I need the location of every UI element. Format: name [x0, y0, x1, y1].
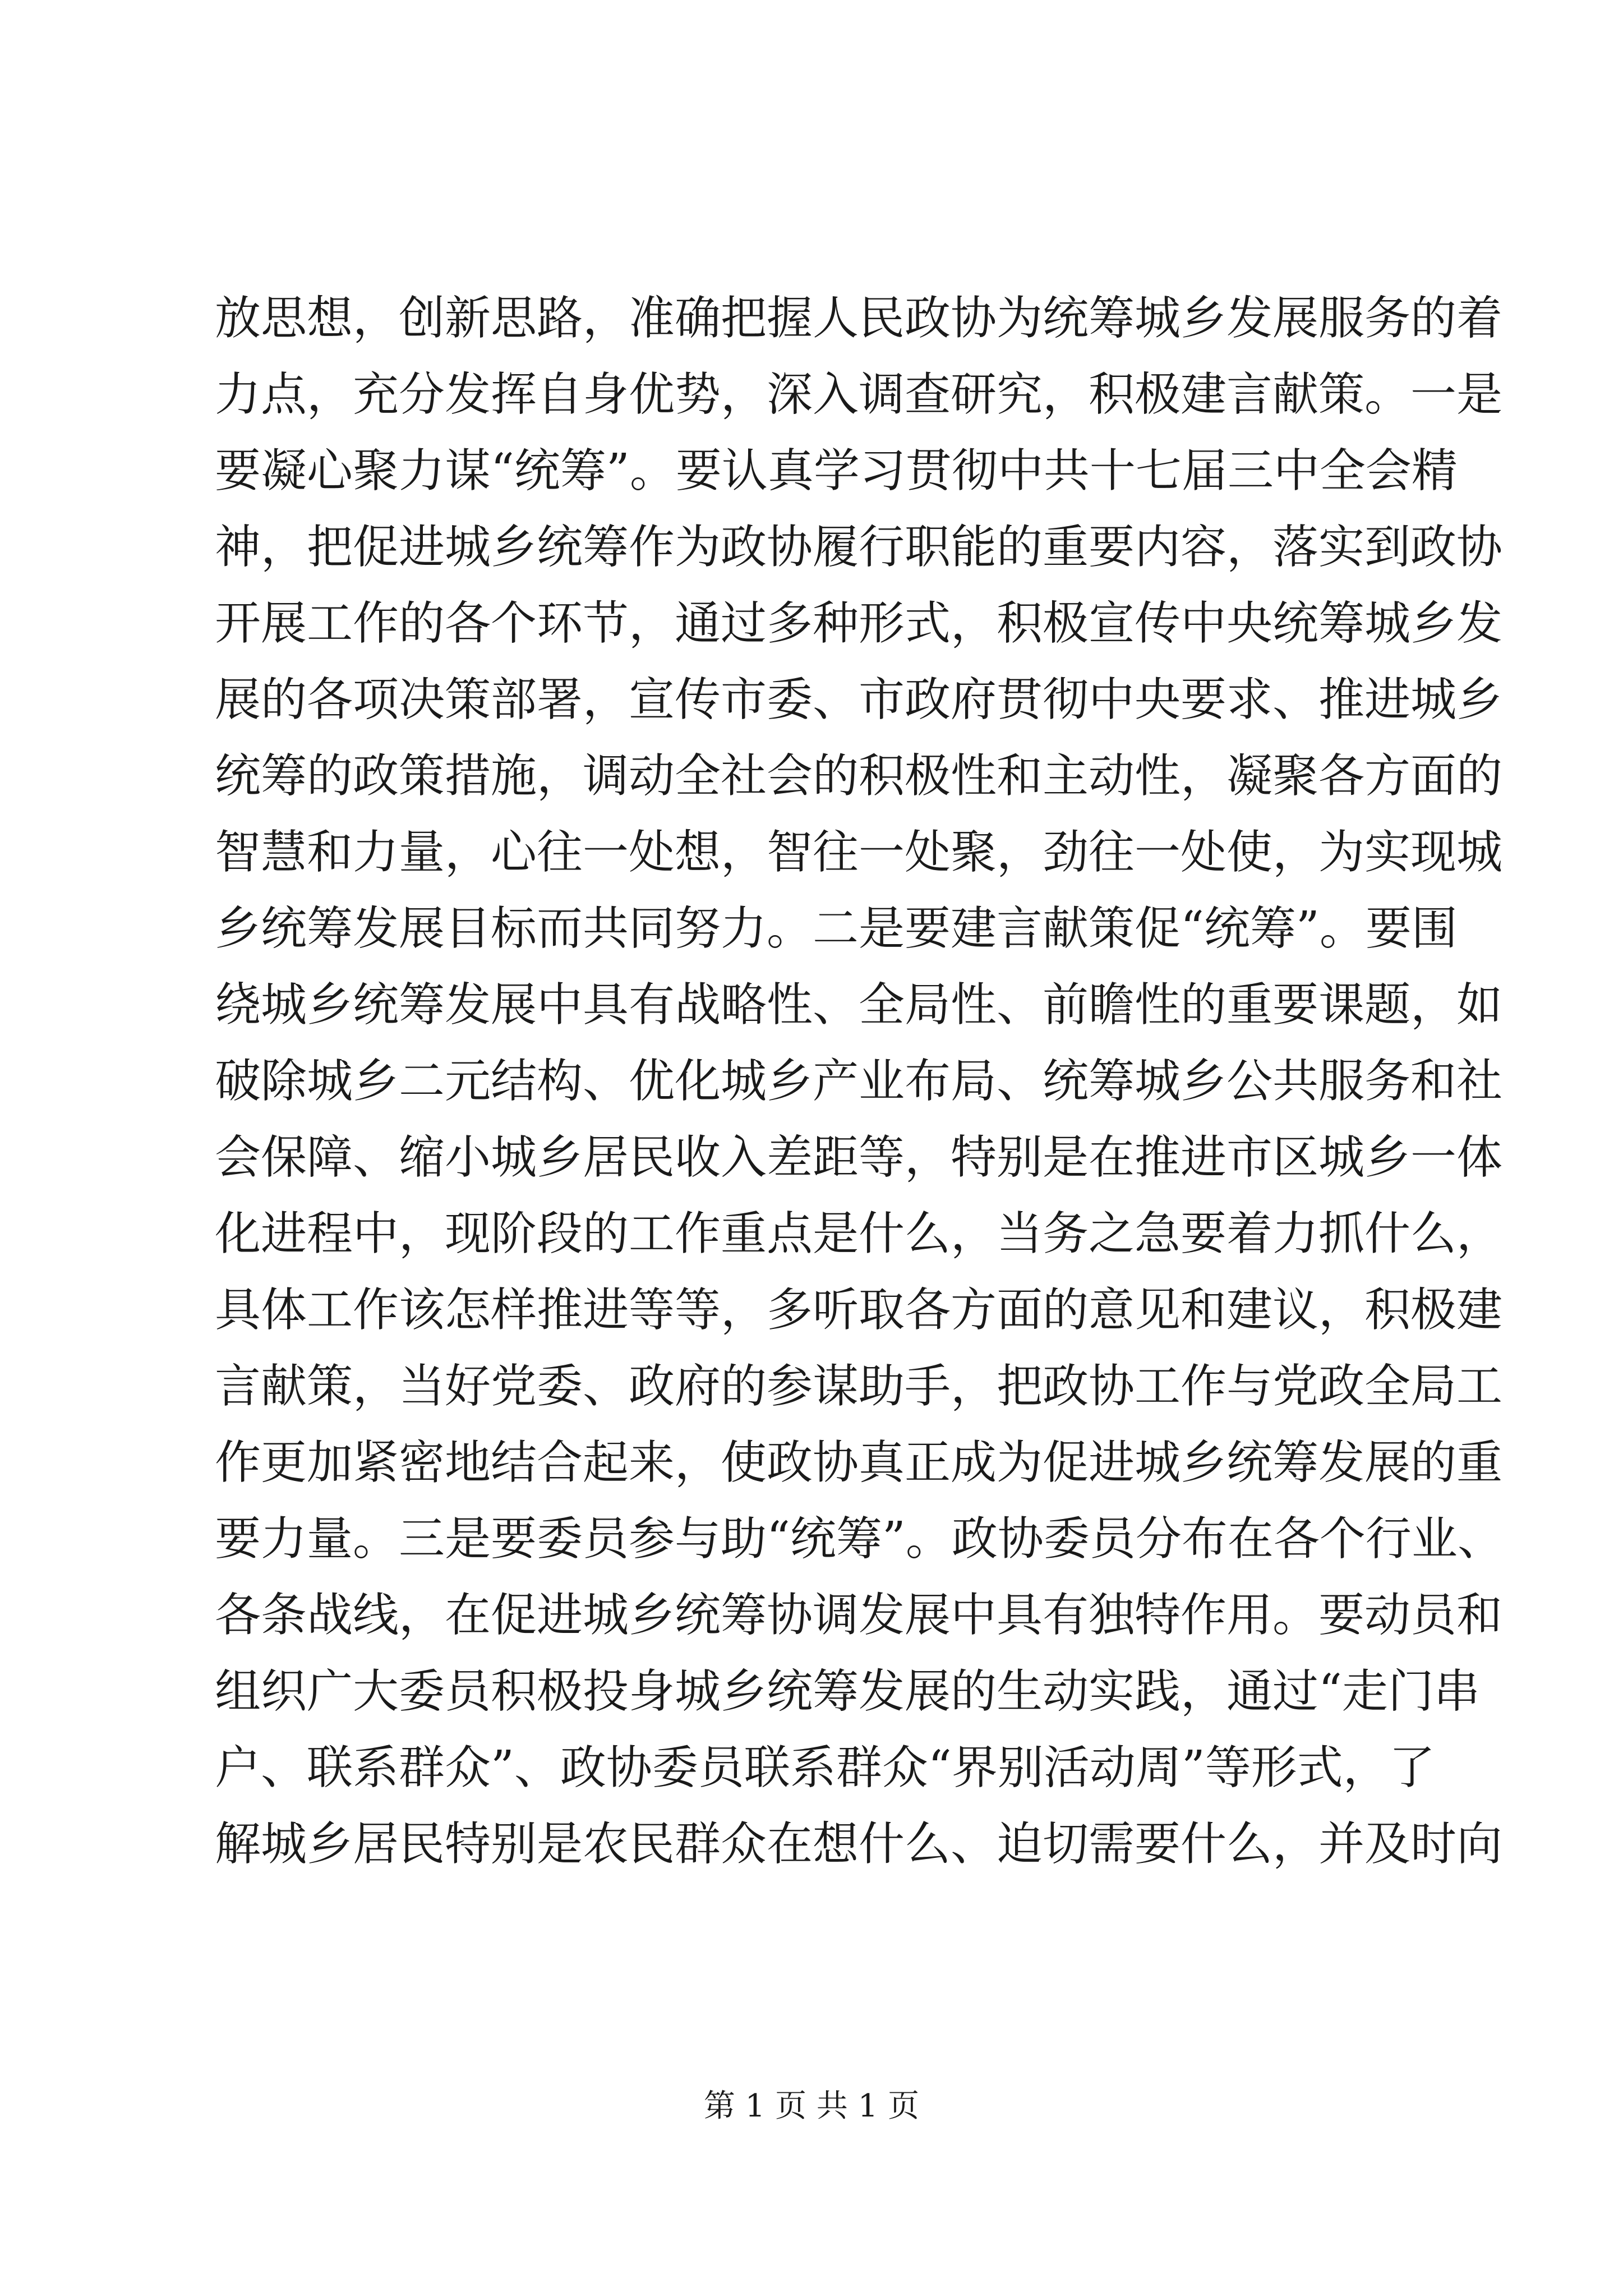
text-line: 各条战线，在促进城乡统筹协调发展中具有独特作用。要动员和: [215, 1589, 1503, 1642]
text-line: 力点，充分发挥自身优势，深入调查研究，积极建言献策。一是: [215, 368, 1503, 421]
text-line: 要力量。三是要委员参与助“统筹”。政协委员分布在各个行业、: [215, 1512, 1504, 1566]
text-line: 乡统筹发展目标而共同努力。二是要建言献策促“统筹”。要围: [215, 902, 1458, 955]
text-line: 会保障、缩小城乡居民收入差距等，特别是在推进市区城乡一体: [215, 1131, 1503, 1184]
page-number-label: 第 1 页 共 1 页: [703, 2088, 920, 2124]
text-line: 统筹的政策措施，调动全社会的积极性和主动性，凝聚各方面的: [215, 749, 1503, 803]
text-line: 要凝心聚力谋“统筹”。要认真学习贯彻中共十七届三中全会精: [215, 444, 1458, 498]
text-line: 言献策，当好党委、政府的参谋助手，把政协工作与党政全局工: [215, 1360, 1503, 1413]
text-line: 具体工作该怎样推进等等，多听取各方面的意见和建议，积极建: [215, 1283, 1503, 1337]
text-line: 化进程中，现阶段的工作重点是什么，当务之急要着力抓什么，: [215, 1207, 1503, 1260]
text-line: 解城乡居民特别是农民群众在想什么、迫切需要什么，并及时向: [215, 1818, 1503, 1871]
text-line: 绕城乡统筹发展中具有战略性、全局性、前瞻性的重要课题，如: [215, 978, 1503, 1032]
text-line: 展的各项决策部署，宣传市委、市政府贯彻中央要求、推进城乡: [215, 673, 1503, 726]
text-line: 开展工作的各个环节，通过多种形式，积极宣传中央统筹城乡发: [215, 597, 1503, 650]
text-line: 破除城乡二元结构、优化城乡产业布局、统筹城乡公共服务和社: [215, 1055, 1503, 1108]
text-line: 智慧和力量，心往一处想，智往一处聚，劲往一处使，为实现城: [215, 826, 1503, 879]
text-line: 神，把促进城乡统筹作为政协履行职能的重要内容，落实到政协: [215, 521, 1503, 574]
text-line: 组织广大委员积极投身城乡统筹发展的生动实践，通过“走门串: [215, 1665, 1480, 1718]
text-line: 户、联系群众”、政协委员联系群众“界别活动周”等形式，了: [215, 1741, 1435, 1795]
page-footer: [0, 2084, 1623, 2129]
text-line: 作更加紧密地结合起来，使政协真正成为促进城乡统筹发展的重: [215, 1436, 1503, 1489]
body-text: [215, 280, 1504, 1883]
text-line: 放思想，创新思路，准确把握人民政协为统筹城乡发展服务的着: [215, 292, 1503, 345]
